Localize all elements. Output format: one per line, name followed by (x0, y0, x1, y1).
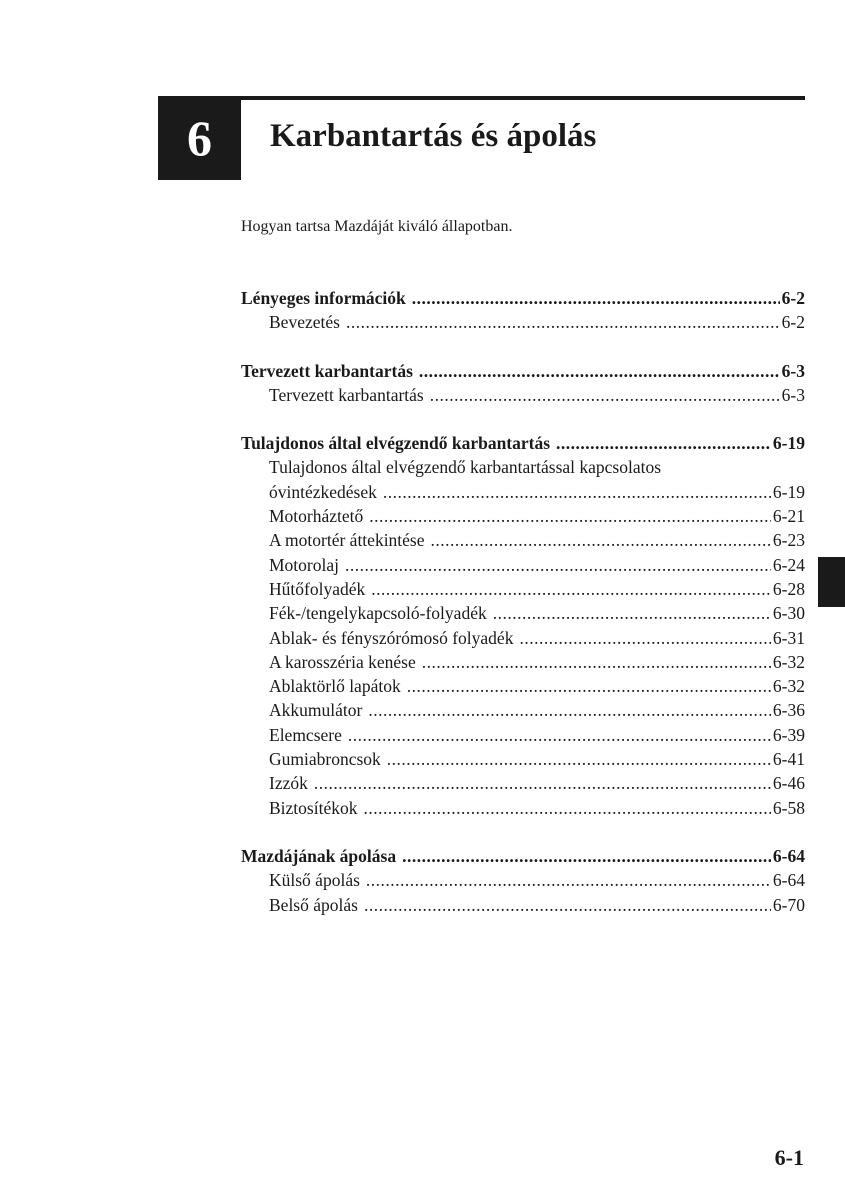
dot-leader (419, 359, 780, 383)
toc-entry-page: 6-3 (781, 384, 805, 405)
dot-leader (412, 286, 780, 310)
table-of-contents (241, 286, 805, 941)
dot-leader (402, 844, 771, 868)
toc-section (241, 359, 805, 408)
toc-entry-title: Belső ápolás (269, 894, 358, 915)
dot-leader (369, 504, 771, 528)
toc-heading-title: Tulajdonos által elvégzendő karbantartás (241, 433, 551, 454)
toc-entry-title: Izzók (269, 773, 308, 794)
toc-entry-page: 6-24 (772, 554, 805, 575)
toc-heading-page: 6-3 (781, 360, 805, 381)
toc-entry-page: 6-32 (772, 676, 805, 697)
toc-entry-title: Biztosítékok (269, 797, 358, 818)
toc-heading-entry[interactable] (241, 431, 805, 455)
toc-entry[interactable] (241, 698, 805, 722)
toc-entry-page: 6-41 (772, 749, 805, 770)
toc-entry-page: 6-2 (781, 312, 805, 333)
toc-entry[interactable] (241, 577, 805, 601)
header-rule (158, 96, 805, 100)
dot-leader (556, 431, 771, 455)
toc-entry-title-continued: óvintézkedések (269, 481, 377, 502)
toc-heading-entry[interactable] (241, 844, 805, 868)
toc-heading-page: 6-2 (781, 288, 805, 308)
chapter-number-box (158, 96, 241, 180)
toc-entry-page: 6-23 (772, 530, 805, 551)
chapter-number: 6 (187, 110, 212, 166)
dot-leader (383, 480, 771, 504)
toc-entry[interactable] (241, 601, 805, 625)
dot-leader (364, 893, 771, 917)
toc-entry-title: Tervezett karbantartás (269, 384, 424, 405)
toc-entry-title: Külső ápolás (269, 870, 360, 891)
dot-leader (519, 626, 770, 650)
toc-entry[interactable] (241, 480, 805, 504)
toc-entry[interactable] (241, 868, 805, 892)
toc-entry[interactable] (241, 747, 805, 771)
toc-entry-page: 6-32 (772, 651, 805, 672)
dot-leader (422, 650, 771, 674)
toc-entry[interactable] (241, 723, 805, 747)
toc-entry-title: Gumiabroncsok (269, 749, 381, 770)
dot-leader (348, 723, 771, 747)
dot-leader (346, 310, 780, 334)
toc-entry-page: 6-31 (772, 627, 805, 648)
toc-heading-page: 6-19 (772, 433, 805, 454)
toc-entry[interactable] (241, 553, 805, 577)
toc-entry-page: 6-28 (772, 578, 805, 599)
toc-entry[interactable] (241, 504, 805, 528)
toc-entry-title: Motorolaj (269, 554, 339, 575)
dot-leader (368, 698, 771, 722)
toc-entry-title: A karosszéria kenése (269, 651, 416, 672)
dot-leader (314, 771, 771, 795)
dot-leader (431, 528, 771, 552)
dot-leader (493, 601, 771, 625)
dot-leader (407, 674, 771, 698)
toc-heading-title: Lényeges információk (241, 288, 406, 308)
toc-entry-title: Fék-/tengelykapcsoló-folyadék (269, 603, 487, 624)
toc-entry[interactable] (241, 310, 805, 334)
toc-entry-title: Elemcsere (269, 724, 342, 745)
toc-heading-page: 6-64 (772, 845, 805, 866)
chapter-thumb-tab (818, 557, 845, 607)
toc-section (241, 286, 805, 335)
toc-entry[interactable] (241, 528, 805, 552)
toc-entry[interactable] (241, 383, 805, 407)
toc-heading-entry[interactable] (241, 359, 805, 383)
toc-entry-title: Bevezetés (269, 312, 340, 333)
page-number: 6-1 (774, 1145, 804, 1170)
toc-entry-page: 6-30 (772, 603, 805, 624)
toc-entry-title: Ablak- és fényszórómosó folyadék (269, 627, 514, 648)
toc-entry-title: Hűtőfolyadék (269, 578, 366, 599)
dot-leader (366, 868, 771, 892)
toc-heading-entry[interactable] (241, 286, 805, 310)
toc-entry-page: 6-21 (772, 506, 805, 527)
toc-entry-page: 6-36 (772, 700, 805, 721)
chapter-title: Karbantartás és ápolás (270, 118, 597, 154)
toc-entry-page: 6-19 (772, 481, 805, 502)
dot-leader (430, 383, 780, 407)
toc-entry-title: Motorháztető (269, 506, 364, 527)
toc-entry[interactable] (241, 650, 805, 674)
toc-entry-page: 6-58 (772, 797, 805, 818)
toc-entry[interactable] (241, 771, 805, 795)
toc-entry-title: Tulajdonos által elvégzendő karbantartással kapcsolatos (269, 457, 662, 478)
toc-entry[interactable] (241, 626, 805, 650)
toc-section (241, 844, 805, 917)
dot-leader (363, 796, 770, 820)
toc-heading-title: Mazdájának ápolása (241, 845, 397, 866)
toc-entry-title-line[interactable] (241, 455, 805, 479)
toc-entry-title: Akkumulátor (269, 700, 363, 721)
toc-section (241, 431, 805, 820)
dot-leader (387, 747, 771, 771)
toc-entry-page: 6-39 (772, 724, 805, 745)
toc-entry-page: 6-70 (772, 894, 805, 915)
toc-entry-title: Ablaktörlő lapátok (269, 676, 401, 697)
toc-heading-title: Tervezett karbantartás (241, 360, 413, 381)
chapter-intro: Hogyan tartsa Mazdáját kiváló állapotban. (241, 218, 513, 235)
dot-leader (345, 553, 771, 577)
toc-entry[interactable] (241, 796, 805, 820)
dot-leader (371, 577, 771, 601)
toc-entry-title: A motortér áttekintése (269, 530, 425, 551)
toc-entry-page: 6-64 (772, 870, 805, 891)
toc-entry[interactable] (241, 674, 805, 698)
toc-entry-page: 6-46 (772, 773, 805, 794)
toc-entry[interactable] (241, 893, 805, 917)
